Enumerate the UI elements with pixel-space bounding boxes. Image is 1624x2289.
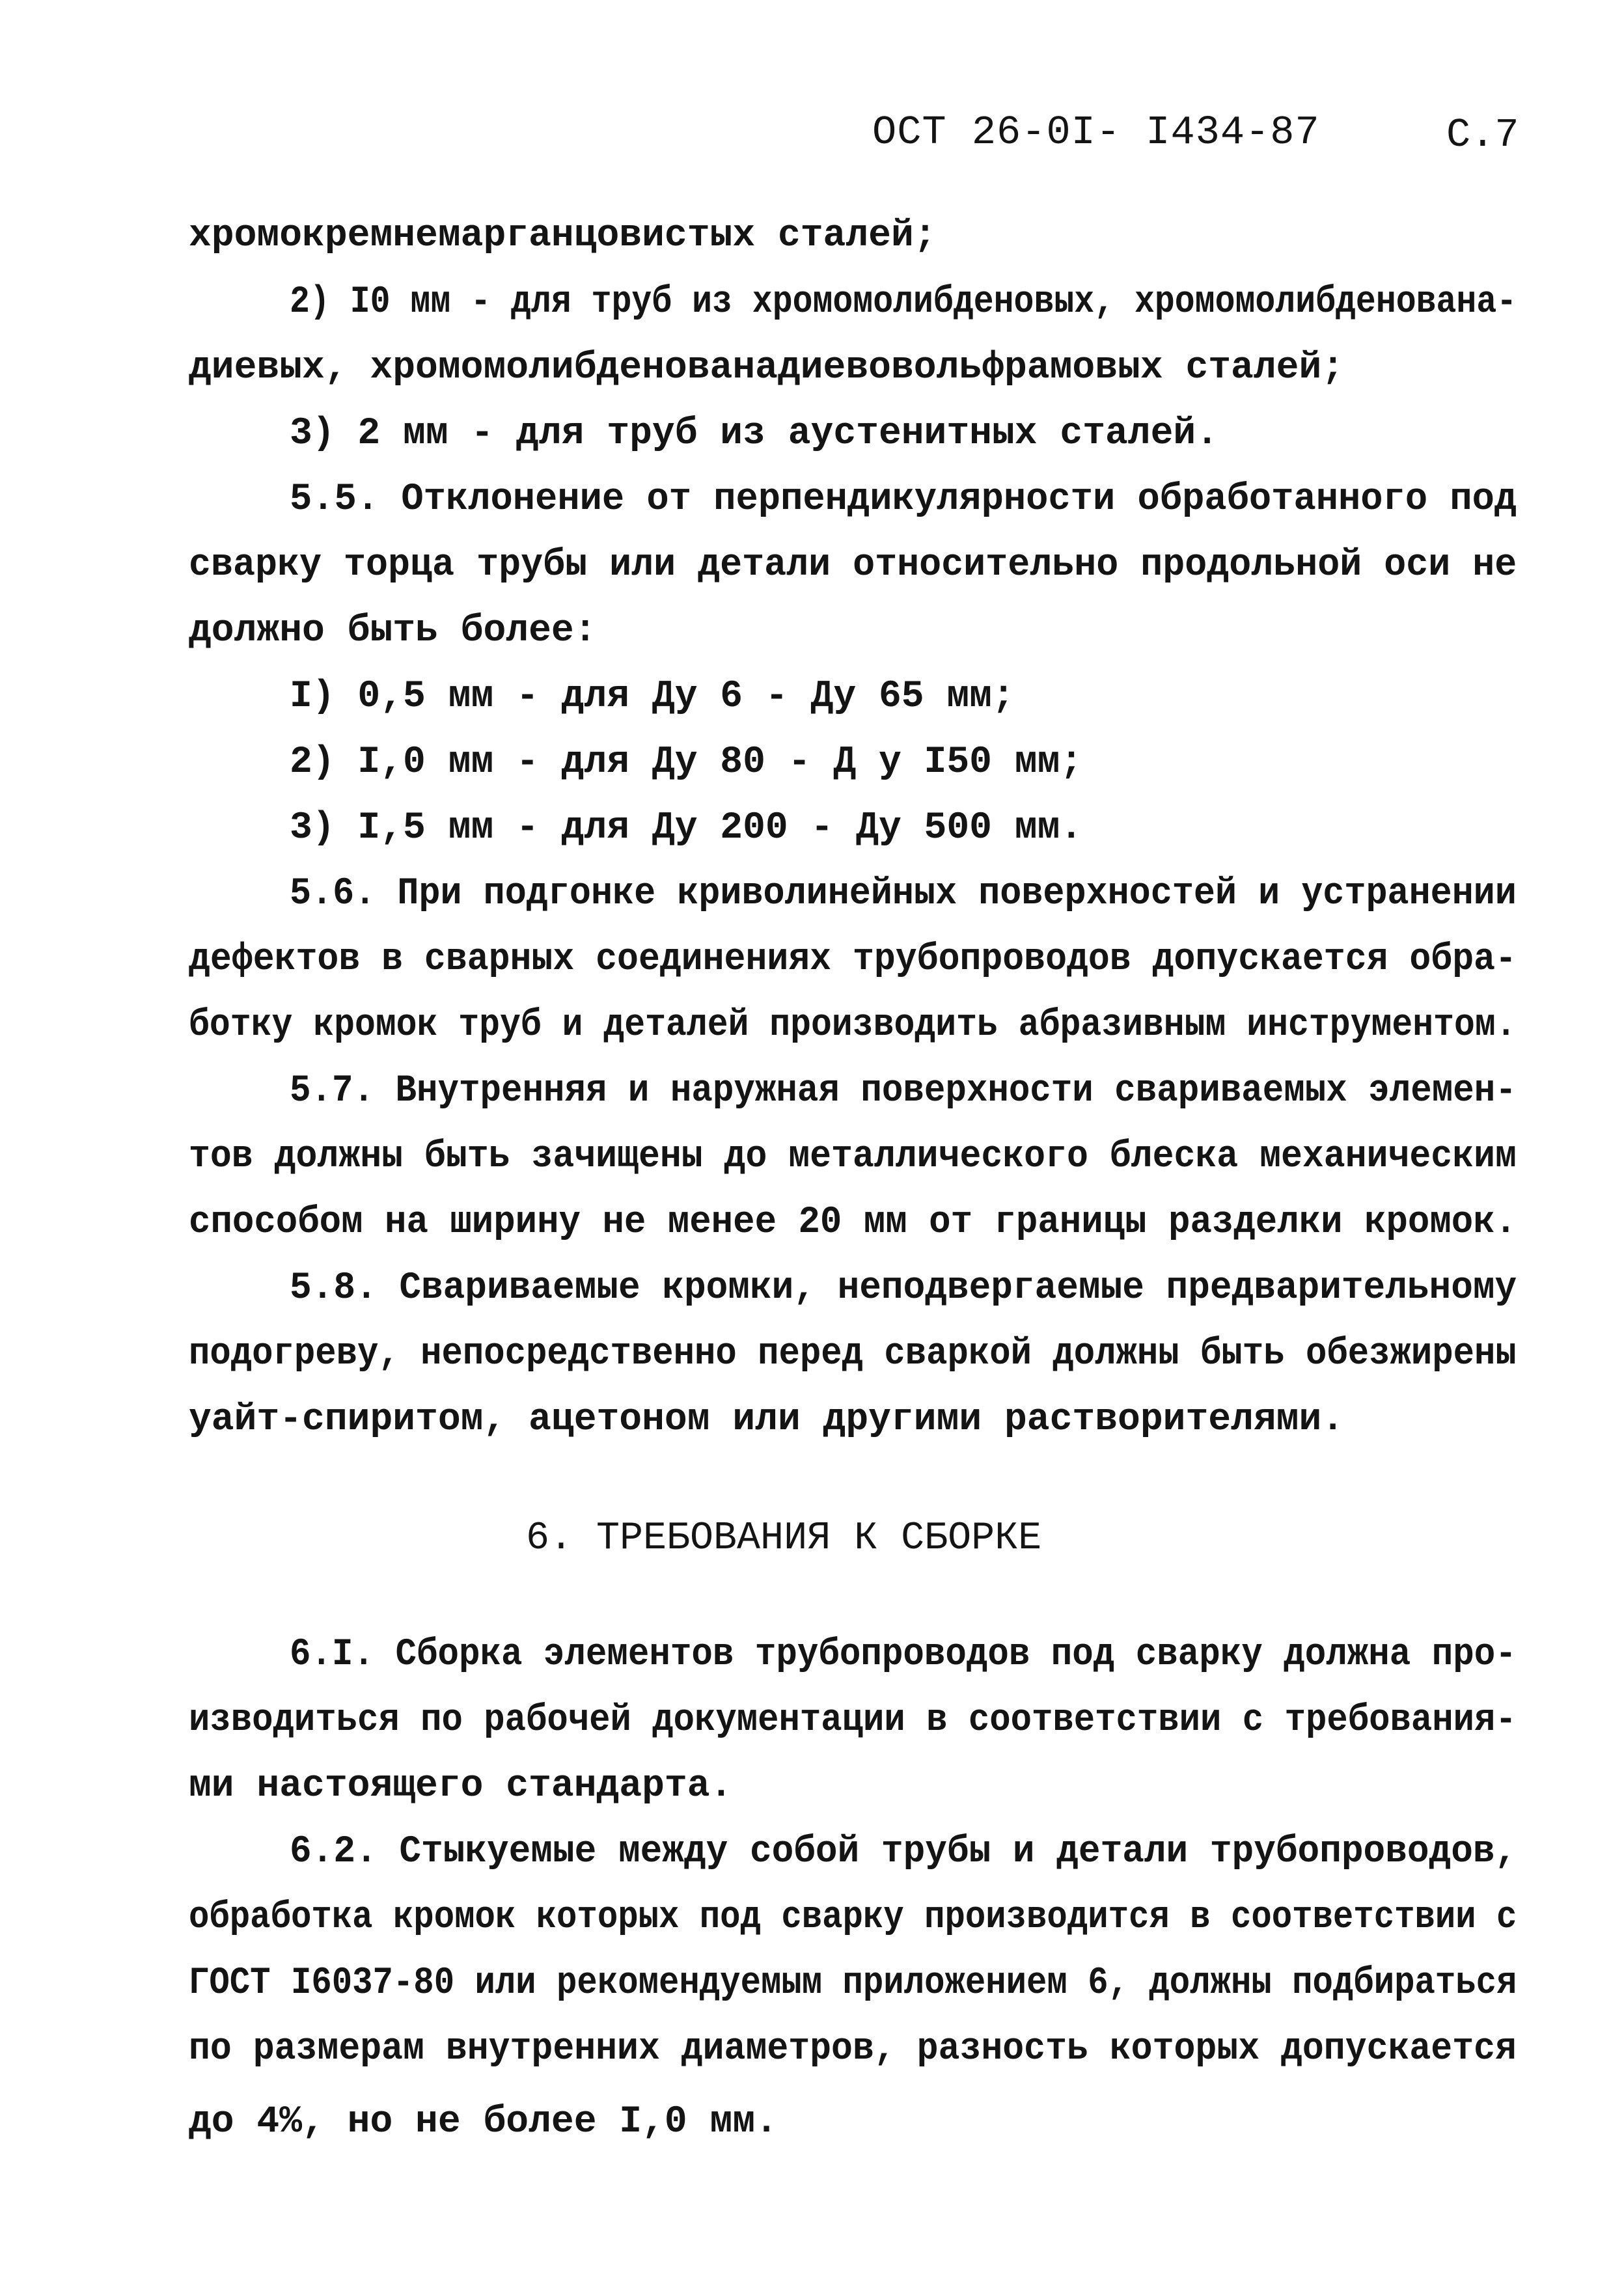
text-line: подогреву, непосредственно перед сваркой должны быть обезжирены bbox=[189, 1333, 1517, 1375]
text-line: способом на ширину не менее 20 мм от границы разделки кромок. bbox=[189, 1201, 1517, 1244]
text-line: ботку кромок труб и деталей производить абразивным инструментом. bbox=[189, 1004, 1517, 1047]
text-line: I) 0,5 мм - для Ду 6 - Ду 65 мм; bbox=[290, 676, 1015, 718]
text-line: ГОСТ I6037-80 или рекомендуемым приложением 6, должны подбираться bbox=[189, 1962, 1517, 2005]
text-line: 2) I,0 мм - для Ду 80 - Д у I50 мм; bbox=[290, 741, 1083, 784]
text-line: изводиться по рабочей документации в соответствии с требования- bbox=[189, 1699, 1517, 1742]
section-heading: 6. ТРЕБОВАНИЯ К СБОРКЕ bbox=[526, 1516, 1042, 1561]
text-line: 3) 2 мм - для труб из аустенитных сталей. bbox=[290, 413, 1219, 455]
text-line: диевых, хромомолибденованадиевовольфрамовых сталей; bbox=[189, 347, 1345, 389]
text-line: сварку торца трубы или детали относительно продольной оси не bbox=[189, 544, 1517, 586]
page-number: С.7 bbox=[1446, 112, 1519, 158]
text-line: обработка кромок которых под сварку производится в соответствии с bbox=[189, 1897, 1517, 1939]
document-code: ОСТ 26-0I- I434-87 bbox=[872, 109, 1320, 156]
text-line: 5.5. Отклонение от перпендикулярности обработанного под bbox=[290, 478, 1517, 521]
text-line: дефектов в сварных соединениях трубопроводов допускается обра- bbox=[189, 939, 1517, 981]
text-line: хромокремнемарганцовистых сталей; bbox=[189, 215, 937, 257]
text-line: 5.7. Внутренняя и наружная поверхности свариваемых элемен- bbox=[290, 1070, 1517, 1112]
text-line: уайт-спиритом, ацетоном или другими растворителями. bbox=[189, 1399, 1345, 1441]
text-line: 6.I. Сборка элементов трубопроводов под сварку должна про- bbox=[290, 1634, 1517, 1676]
text-line: до 4%, но не более I,0 мм. bbox=[189, 2101, 778, 2143]
text-line: ми настоящего стандарта. bbox=[189, 1765, 733, 1807]
text-line: 3) I,5 мм - для Ду 200 - Ду 500 мм. bbox=[290, 807, 1083, 849]
text-line: должно быть более: bbox=[189, 610, 597, 652]
text-line: по размерам внутренних диаметров, разность которых допускается bbox=[189, 2028, 1517, 2070]
text-line: 5.8. Свариваемые кромки, неподвергаемые предварительному bbox=[290, 1267, 1517, 1309]
text-line: 2) I0 мм - для труб из хромомолибденовых, хромомолибденована- bbox=[290, 281, 1517, 323]
text-line: тов должны быть зачищены до металлического блеска механическим bbox=[189, 1136, 1517, 1178]
text-line: 6.2. Стыкуемые между собой трубы и детали трубопроводов, bbox=[290, 1831, 1517, 1873]
text-line: 5.6. При подгонке криволинейных поверхностей и устранении bbox=[290, 873, 1517, 915]
